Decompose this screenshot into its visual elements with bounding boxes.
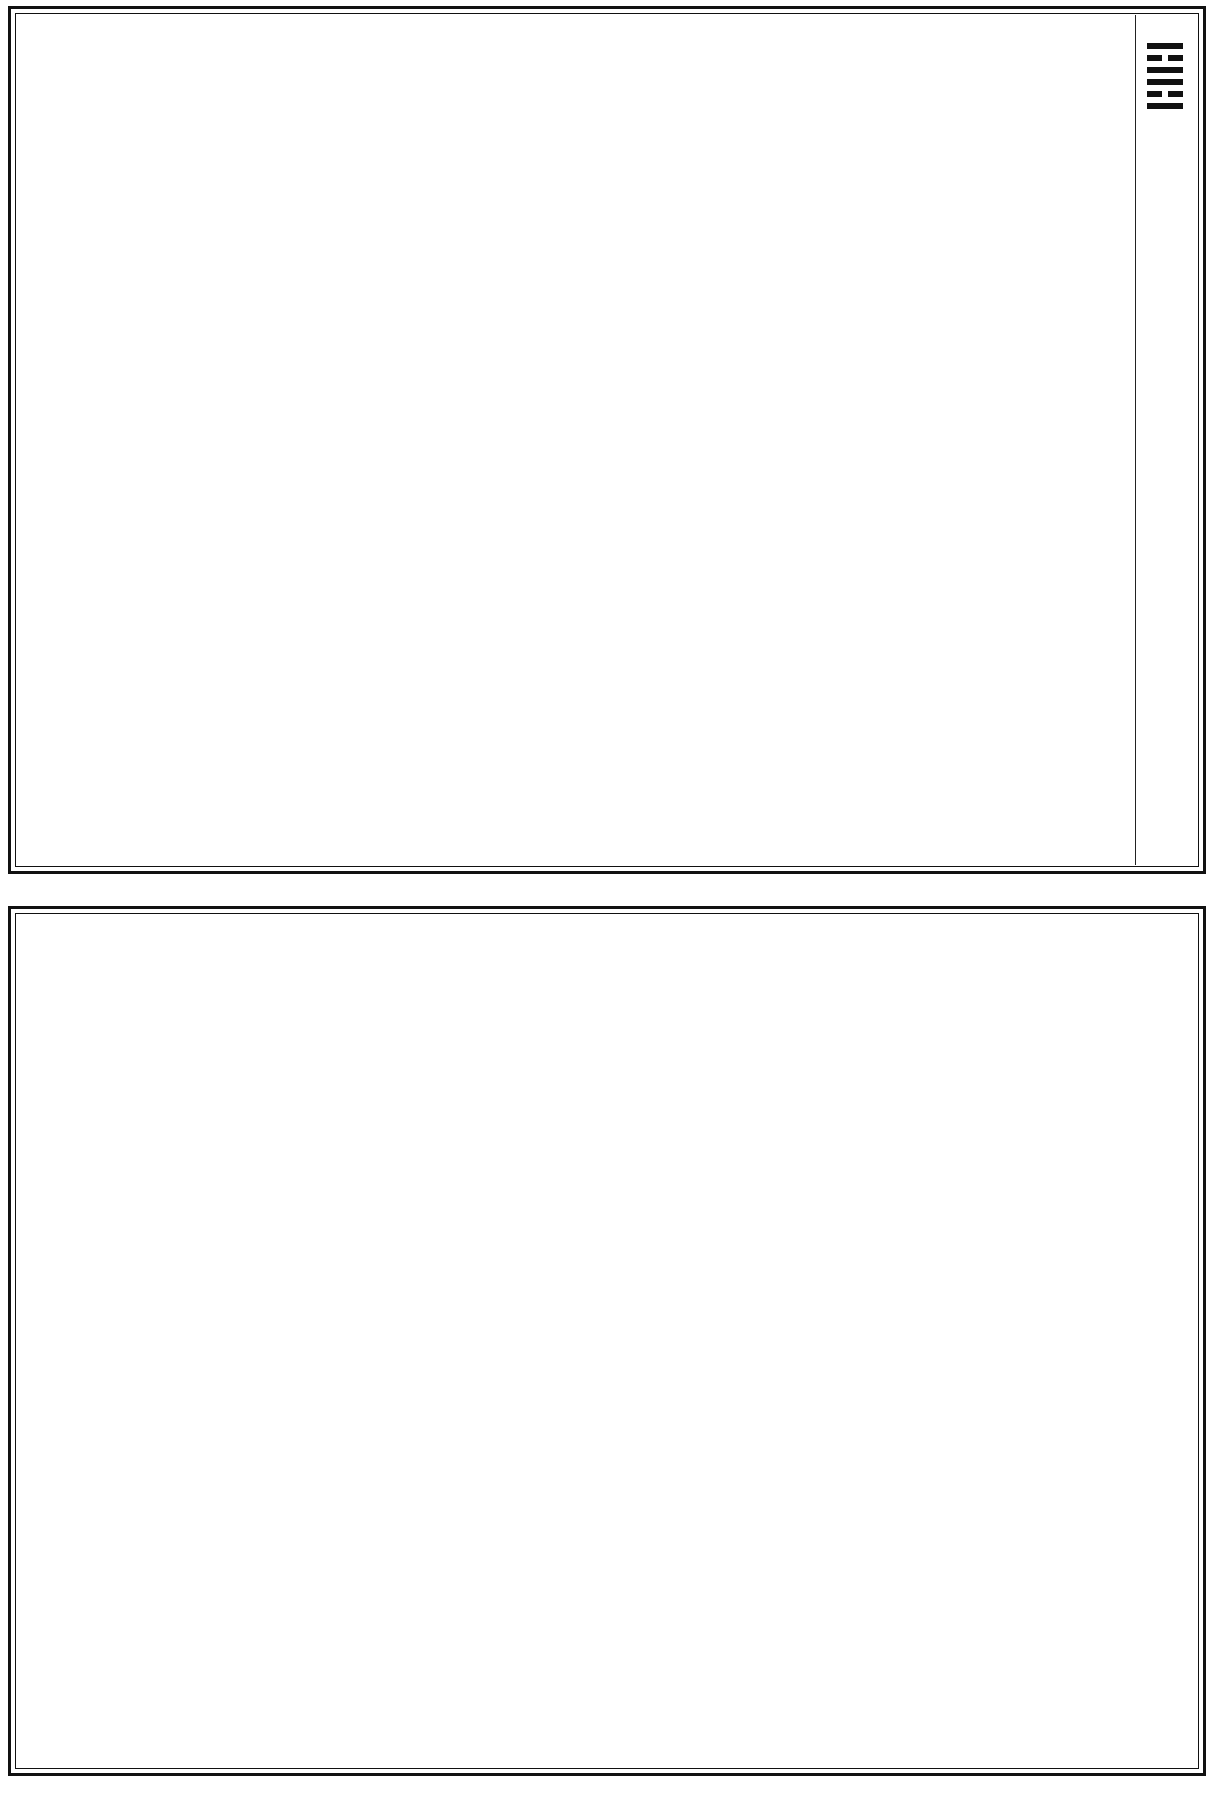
top-page-panel xyxy=(8,6,1206,874)
hexagram-li-icon xyxy=(1147,37,1183,115)
top-columns xyxy=(17,15,1197,865)
hexagram-column xyxy=(1135,15,1197,865)
bottom-page-panel xyxy=(8,906,1206,1776)
bottom-columns xyxy=(17,915,1197,1767)
